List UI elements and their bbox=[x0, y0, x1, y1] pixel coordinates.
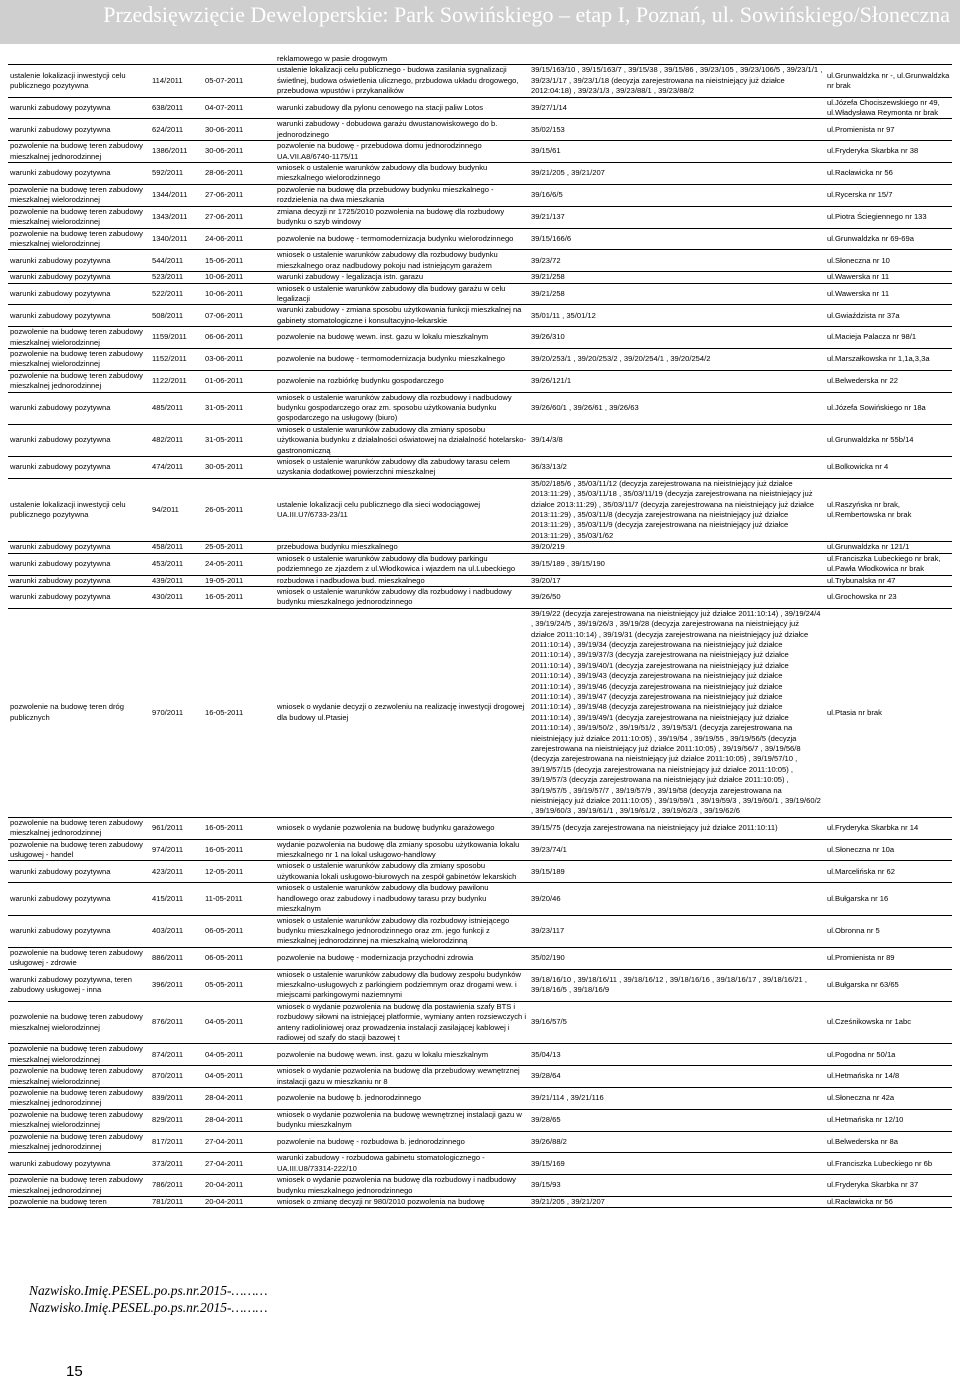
decision-type-cell: warunki zabudowy pozytywna bbox=[8, 1153, 150, 1175]
table-row bbox=[8, 283, 952, 305]
parcels-cell: 35/02/185/6 , 35/03/11/12 (decyzja zarejestrowana na nieistniejący już działce 2013:11:29) , 35/03/11/18 , 35/03/11/19 (decyzja zarejestrowana na nieistniejący już działce 2013:11:29) , 35/03/11/7 (decyzja zarejestrowana na nieistniejący już działce 2013:11:29) , 35/03/11/8 (decyzja zarejestrowana na nieistniejący już działce 2013:11:29) , 35/03/11/9 (decyzja zarejestrowana na nieistniejący już działce 2013:11:29) , 35/03/1/62 bbox=[529, 478, 825, 541]
parcels-cell: 39/15/189 bbox=[529, 861, 825, 883]
decision-number-cell: 439/2011 bbox=[150, 575, 203, 586]
decision-date-cell: 20-04-2011 bbox=[203, 1197, 275, 1208]
table-row bbox=[8, 1044, 952, 1066]
parcels-cell: 39/21/137 bbox=[529, 206, 825, 228]
address-cell: ul.Bolkowicka nr 4 bbox=[825, 457, 952, 479]
decision-type-cell: warunki zabudowy pozytywna bbox=[8, 392, 150, 424]
table-row bbox=[8, 206, 952, 228]
decision-type-cell: pozwolenie na budowę teren zabudowy usługowej - handel bbox=[8, 839, 150, 861]
address-cell: ul.Ptasia nr brak bbox=[825, 608, 952, 817]
table-row bbox=[8, 608, 952, 817]
address-cell: ul.Cześnikowska nr 1abc bbox=[825, 1001, 952, 1044]
table-row bbox=[8, 1109, 952, 1131]
address-cell: ul.Obronna nr 5 bbox=[825, 915, 952, 947]
decision-date-cell: 05-07-2011 bbox=[203, 65, 275, 97]
decision-number-cell bbox=[150, 54, 203, 65]
parcels-cell: 39/19/22 (decyzja zarejestrowana na nieistniejący już działce 2011:10:14) , 39/19/24/4 , 39/19/24/5 , 39/19/26/3 , 39/19/28 (decyzja zarejestrowana na nieistniejący już działce 2011:10:14) , 39/19/31 (decyzja zarejestrowana na nieistniejący już działce 2011:10:14) , 39/19/34 (decyzja zarejestrowana na nieistniejący już działce 2011:10:14) , 39/19/37/3 (decyzja zarejestrowana na nieistniejący już działce 2011:10:14) , 39/19/40/1 (decyzja zarejestrowana na nieistniejący już działce 2011:10:14) , 39/19/43 (decyzja zarejestrowana na nieistniejący już działce 2011:10:14) , 39/19/46 (decyzja zarejestrowana na nieistniejący już działce 2011:10:14) , 39/19/47 (decyzja zarejestrowana na nieistniejący już działce 2011:10:14) , 39/19/48 (decyzja zarejestrowana na nieistniejący już działce 2011:10:14) , 39/19/49/1 (decyzja zarejestrowana na nieistniejący już działce 2011:10:14) , 39/19/50/2 , 39/19/51/2 , 39/19/53/1 (decyzja zarejestrowana na nieistniejący już działce 2011:10:05) , 39/19/54 , 39/19/55 , 39/19/56/5 (decyzja zarejestrowana na nieistniejący już działce 2011:10:05) , 39/19/56/7 , 39/19/56/8 (decyzja zarejestrowana na nieistniejący już działce 2011:10:05) , 39/19/57/10 , 39/19/57/15 (decyzja zarejestrowana na nieistniejący już działce 2011:10:05) , 39/19/57/3 (decyzja zarejestrowana na nieistniejący już działce 2011:10:05) , 39/19/57/5 , 39/19/57/7 , 39/19/57/9 , 39/19/58 (decyzja zarejestrowana na nieistniejący już działce 2011:10:05) , 39/19/59/1 , 39/19/59/3 , 39/19/60/1 , 39/19/60/2 , 39/19/60/3 , 39/19/61/1 , 39/19/61/2 , 39/19/62/3 , 39/19/62/6 bbox=[529, 608, 825, 817]
table-row bbox=[8, 1175, 952, 1197]
parcels-cell: 35/02/153 bbox=[529, 119, 825, 141]
description-cell: pozwolenie na budowę - modernizacja przychodni zdrowia bbox=[275, 947, 529, 969]
decision-type-cell: pozwolenie na budowę teren zabudowy mieszkalnej wielorodzinnej bbox=[8, 206, 150, 228]
decision-date-cell: 16-05-2011 bbox=[203, 608, 275, 817]
decision-type-cell: warunki zabudowy pozytywna bbox=[8, 575, 150, 586]
decision-number-cell: 415/2011 bbox=[150, 883, 203, 915]
table-row bbox=[8, 1197, 952, 1208]
address-cell: ul.Marszałkowska nr 1,1a,3,3a bbox=[825, 348, 952, 370]
decisions-table bbox=[8, 54, 952, 1208]
table-row bbox=[8, 1001, 952, 1044]
description-cell: wniosek o wydanie pozwolenia na budowę dla rozbudowy i nadbudowy budynku mieszkalnego jednorodzinnego bbox=[275, 1175, 529, 1197]
description-cell: pozwolenie na budowę - termomodernizacja budynku mieszkalnego bbox=[275, 348, 529, 370]
description-cell: wniosek o ustalenie warunków zabudowy dla budowy pawilonu handlowego oraz zabudowy i nadbudowy tarasu przy budynku mieszkalnym bbox=[275, 883, 529, 915]
decision-type-cell: warunki zabudowy pozytywna bbox=[8, 542, 150, 553]
description-cell: pozwolenie na budowę wewn. inst. gazu w lokalu mieszkalnym bbox=[275, 327, 529, 349]
table-row bbox=[8, 370, 952, 392]
description-cell: wniosek o wydanie decyzji o zezwoleniu na realizację inwestycji drogowej dla budowy ul.Ptasiej bbox=[275, 608, 529, 817]
decision-type-cell: pozwolenie na budowę teren zabudowy mieszkalnej wielorodzinnej bbox=[8, 1109, 150, 1131]
table-row bbox=[8, 272, 952, 283]
address-cell: ul.Słoneczna nr 10a bbox=[825, 839, 952, 861]
table-row bbox=[8, 184, 952, 206]
table-row bbox=[8, 424, 952, 456]
decision-number-cell: 1344/2011 bbox=[150, 184, 203, 206]
decision-date-cell: 04-05-2011 bbox=[203, 1044, 275, 1066]
address-cell: ul.Grochowska nr 23 bbox=[825, 586, 952, 608]
parcels-cell: 39/18/16/10 , 39/18/16/11 , 39/18/16/12 , 39/18/16/16 , 39/18/16/17 , 39/18/16/21 , 39/18/16/5 , 39/18/16/9 bbox=[529, 969, 825, 1001]
decision-number-cell: 1340/2011 bbox=[150, 228, 203, 250]
description-cell: pozwolenie na budowę wewn. inst. gazu w lokalu mieszkalnym bbox=[275, 1044, 529, 1066]
decision-type-cell: pozwolenie na budowę teren bbox=[8, 1197, 150, 1208]
address-cell: ul.Belwederska nr 8a bbox=[825, 1131, 952, 1153]
parcels-cell: 39/26/60/1 , 39/26/61 , 39/26/63 bbox=[529, 392, 825, 424]
decision-type-cell: warunki zabudowy pozytywna bbox=[8, 250, 150, 272]
decision-number-cell: 453/2011 bbox=[150, 553, 203, 575]
parcels-cell: 39/20/17 bbox=[529, 575, 825, 586]
decision-date-cell: 10-06-2011 bbox=[203, 272, 275, 283]
table-row bbox=[8, 392, 952, 424]
parcels-cell: 39/14/3/8 bbox=[529, 424, 825, 456]
description-cell: warunki zabudowy - dobudowa garażu dwustanowiskowego do b. jednorodzinego bbox=[275, 119, 529, 141]
decision-type-cell: pozwolenie na budowę teren zabudowy mieszkalnej wielorodzinnej bbox=[8, 1044, 150, 1066]
address-cell: ul.Piotra Ściegiennego nr 133 bbox=[825, 206, 952, 228]
decision-date-cell: 16-05-2011 bbox=[203, 839, 275, 861]
decision-number-cell: 1159/2011 bbox=[150, 327, 203, 349]
parcels-cell: 39/27/1/14 bbox=[529, 97, 825, 119]
parcels-cell: 39/21/258 bbox=[529, 272, 825, 283]
parcels-cell: 35/01/11 , 35/01/12 bbox=[529, 305, 825, 327]
address-cell: ul.Racławicka nr 56 bbox=[825, 163, 952, 185]
decision-number-cell: 474/2011 bbox=[150, 457, 203, 479]
decision-number-cell: 870/2011 bbox=[150, 1066, 203, 1088]
decision-number-cell: 523/2011 bbox=[150, 272, 203, 283]
description-cell: wniosek o ustalenie warunków zabudowy dla rozbudowy istniejącego budynku mieszkalnego jednorodzinnego oraz zm. jego funkcji z mieszkalnej jednorodzinnej na mieszkalną wielorodzinną bbox=[275, 915, 529, 947]
description-cell: ustalenie lokalizacji celu publicznego dla sieci wodociągowej UA.III.U7/6733-23/11 bbox=[275, 478, 529, 541]
decision-type-cell: warunki zabudowy pozytywna bbox=[8, 586, 150, 608]
decision-number-cell: 624/2011 bbox=[150, 119, 203, 141]
table-row bbox=[8, 250, 952, 272]
decision-number-cell: 886/2011 bbox=[150, 947, 203, 969]
decision-date-cell: 30-06-2011 bbox=[203, 141, 275, 163]
decision-number-cell: 423/2011 bbox=[150, 861, 203, 883]
address-cell: ul.Grunwaldzka nr 55b/14 bbox=[825, 424, 952, 456]
address-cell: ul.Wawerska nr 11 bbox=[825, 272, 952, 283]
table-row bbox=[8, 861, 952, 883]
table-row bbox=[8, 54, 952, 65]
parcels-cell: 35/04/13 bbox=[529, 1044, 825, 1066]
address-cell: ul.Wawerska nr 11 bbox=[825, 283, 952, 305]
decision-date-cell: 27-04-2011 bbox=[203, 1153, 275, 1175]
address-cell: ul.Bułgarska nr 16 bbox=[825, 883, 952, 915]
decision-type-cell: pozwolenie na budowę teren zabudowy usługowej - zdrowie bbox=[8, 947, 150, 969]
signature-line: Nazwisko.Imię.PESEL.po.ps.nr.2015-……… bbox=[29, 1300, 268, 1315]
decision-number-cell: 829/2011 bbox=[150, 1109, 203, 1131]
description-cell: wydanie pozwolenia na budowę dla zmiany sposobu użytkowania lokalu mieszkalnego nr 1 na lokal usługowo-handlowy bbox=[275, 839, 529, 861]
parcels-cell: 39/28/64 bbox=[529, 1066, 825, 1088]
decision-type-cell: pozwolenie na budowę teren zabudowy mieszkalnej jednorodzinnej bbox=[8, 1131, 150, 1153]
description-cell: warunki zabudowy - rozbudowa gabinetu stomatologicznego - UA.III.U8/73314-222/10 bbox=[275, 1153, 529, 1175]
parcels-cell: 39/15/189 , 39/15/190 bbox=[529, 553, 825, 575]
description-cell: ustalenie lokalizacji celu publicznego - budowa zasilania sygnalizacji świetlnej, budowa oświetlenia ulicznego, przbudowa układu drogowego, przebudowa wpustów i przykanalików bbox=[275, 65, 529, 97]
parcels-cell: 39/21/205 , 39/21/207 bbox=[529, 1197, 825, 1208]
description-cell: wniosek o ustalenie warunków zabudowy dla rozbudowy budynku mieszkalnego oraz nadbudowy pokoju nad istniejącym garażem bbox=[275, 250, 529, 272]
address-cell: ul.Grunwaldzka nr -, ul.Grunwaldzka nr brak bbox=[825, 65, 952, 97]
description-cell: zmiana decyzji nr 1725/2010 pozwolenia na budowę dla rozbudowy budynku o szyb windowy bbox=[275, 206, 529, 228]
decision-date-cell: 30-05-2011 bbox=[203, 457, 275, 479]
address-cell: ul.Racławicka nr 56 bbox=[825, 1197, 952, 1208]
parcels-cell: 39/26/50 bbox=[529, 586, 825, 608]
description-cell: wniosek o ustalenie warunków zabudowy dla budowy parkingu podziemnego ze zjazdem z ul.Włodkowica i wjazdem na ul.Lubeckiego bbox=[275, 553, 529, 575]
parcels-cell: 39/26/88/2 bbox=[529, 1131, 825, 1153]
decision-type-cell: warunki zabudowy pozytywna bbox=[8, 97, 150, 119]
decision-type-cell: pozwolenie na budowę teren zabudowy mieszkalnej wielorodzinnej bbox=[8, 1001, 150, 1044]
decision-type-cell: pozwolenie na budowę teren zabudowy mieszkalnej jednorodzinnej bbox=[8, 370, 150, 392]
parcels-cell: 39/21/114 , 39/21/116 bbox=[529, 1088, 825, 1110]
decision-type-cell: pozwolenie na budowę teren dróg publicznych bbox=[8, 608, 150, 817]
decision-type-cell: warunki zabudowy pozytywna bbox=[8, 119, 150, 141]
description-cell: warunki zabudowy - zmiana sposobu użytkowania funkcji mieszkalnej na gabinety stomatologiczne i konsultacyjno-lekarskie bbox=[275, 305, 529, 327]
decision-type-cell bbox=[8, 54, 150, 65]
decision-date-cell: 11-05-2011 bbox=[203, 883, 275, 915]
parcels-cell: 36/33/13/2 bbox=[529, 457, 825, 479]
decision-date-cell: 25-05-2011 bbox=[203, 542, 275, 553]
description-cell: wniosek o ustalenie warunków zabudowy dla rozbudowy i nadbudowy budynku gospodarczego oraz zm. sposobu użytkowania budynku gospodarczego na usługowy (biuro) bbox=[275, 392, 529, 424]
decision-number-cell: 508/2011 bbox=[150, 305, 203, 327]
parcels-cell: 39/15/75 (decyzja zarejestrowana na nieistniejący już działce 2011:10:11) bbox=[529, 817, 825, 839]
decision-date-cell: 27-06-2011 bbox=[203, 206, 275, 228]
decision-number-cell: 638/2011 bbox=[150, 97, 203, 119]
decision-date-cell: 28-04-2011 bbox=[203, 1088, 275, 1110]
address-cell: ul.Słoneczna nr 42a bbox=[825, 1088, 952, 1110]
decision-date-cell: 05-05-2011 bbox=[203, 969, 275, 1001]
address-cell: ul.Fryderyka Skarbka nr 38 bbox=[825, 141, 952, 163]
decision-date-cell: 31-05-2011 bbox=[203, 424, 275, 456]
decision-number-cell: 817/2011 bbox=[150, 1131, 203, 1153]
decision-number-cell: 522/2011 bbox=[150, 283, 203, 305]
parcels-cell: 35/02/190 bbox=[529, 947, 825, 969]
table-row bbox=[8, 553, 952, 575]
decision-number-cell: 114/2011 bbox=[150, 65, 203, 97]
description-cell: wniosek o ustalenie warunków zabudowy dla zmiany sposobu użytkowania lokali usługowo-biurowych na zespół gabinetów lekarskich bbox=[275, 861, 529, 883]
decision-date-cell: 26-05-2011 bbox=[203, 478, 275, 541]
description-cell: pozwolenie na budowę b. jednorodzinnego bbox=[275, 1088, 529, 1110]
decision-number-cell: 781/2011 bbox=[150, 1197, 203, 1208]
table-row bbox=[8, 575, 952, 586]
description-cell: warunki zabudowy dla pylonu cenowego na stacji paliw Lotos bbox=[275, 97, 529, 119]
address-cell: ul.Bułgarska nr 63/65 bbox=[825, 969, 952, 1001]
page-title: Przedsięwzięcie Deweloperskie: Park Sowińskiego – etap I, Poznań, ul. Sowińskiego/Słoneczna bbox=[103, 2, 950, 27]
description-cell: wniosek o wydanie pozwolenia na budowę dla przebudowy wewnętrznej instalacji gazu w mieszkaniu nr 8 bbox=[275, 1066, 529, 1088]
address-cell: ul.Józefa Sowińskiego nr 18a bbox=[825, 392, 952, 424]
decision-type-cell: ustalenie lokalizacji inwestycji celu publicznego pozytywna bbox=[8, 65, 150, 97]
decision-date-cell: 27-06-2011 bbox=[203, 184, 275, 206]
address-cell: ul.Raszyńska nr brak, ul.Rembertowska nr brak bbox=[825, 478, 952, 541]
decision-type-cell: pozwolenie na budowę teren zabudowy mieszkalnej jednorodzinnej bbox=[8, 1175, 150, 1197]
description-cell: wniosek o ustalenie warunków zabudowy dla budowy budynku mieszkalnego wielorodzinnego bbox=[275, 163, 529, 185]
decision-type-cell: pozwolenie na budowę teren zabudowy mieszkalnej wielorodzinnej bbox=[8, 327, 150, 349]
description-cell: pozwolenie na budowę - rozbudowa b. jednorodzinnego bbox=[275, 1131, 529, 1153]
description-cell: wniosek o wydanie pozwolenia na budowę dla postawienia szafy BTS i rozbudowy siłowni na istniejącej platformie, wymiany anten rozsiewczych i anteny radioliniowej oraz prowadzenia instalacji zasilającej kablowej i radiowej od szafy do stacji bazowej t bbox=[275, 1001, 529, 1044]
decision-number-cell: 874/2011 bbox=[150, 1044, 203, 1066]
decision-date-cell: 03-06-2011 bbox=[203, 348, 275, 370]
address-cell: ul.Belwederska nr 22 bbox=[825, 370, 952, 392]
address-cell: ul.Fryderyka Skarbka nr 37 bbox=[825, 1175, 952, 1197]
address-cell: ul.Franciszka Lubeckiego nr 6b bbox=[825, 1153, 952, 1175]
decision-number-cell: 485/2011 bbox=[150, 392, 203, 424]
decision-number-cell: 970/2011 bbox=[150, 608, 203, 817]
address-cell bbox=[825, 54, 952, 65]
address-cell: ul.Słoneczna nr 10 bbox=[825, 250, 952, 272]
decision-number-cell: 961/2011 bbox=[150, 817, 203, 839]
decision-date-cell: 06-05-2011 bbox=[203, 947, 275, 969]
decision-number-cell: 458/2011 bbox=[150, 542, 203, 553]
parcels-cell: 39/15/166/6 bbox=[529, 228, 825, 250]
decision-date-cell: 04-05-2011 bbox=[203, 1066, 275, 1088]
address-cell: ul.Gwiaździsta nr 37a bbox=[825, 305, 952, 327]
address-cell: ul.Trybunalska nr 47 bbox=[825, 575, 952, 586]
parcels-cell: 39/15/61 bbox=[529, 141, 825, 163]
table-row bbox=[8, 305, 952, 327]
address-cell: ul.Grunwaldzka nr 69-69a bbox=[825, 228, 952, 250]
decision-number-cell: 876/2011 bbox=[150, 1001, 203, 1044]
decision-number-cell: 544/2011 bbox=[150, 250, 203, 272]
description-cell: wniosek o ustalenie warunków zabudowy dla zmiany sposobu użytkowania budynku z działalności oświatowej na działalność hotelarsko-gastronomiczną bbox=[275, 424, 529, 456]
decision-type-cell: pozwolenie na budowę teren zabudowy mieszkalnej jednorodzinnej bbox=[8, 1088, 150, 1110]
decision-type-cell: warunki zabudowy pozytywna bbox=[8, 861, 150, 883]
description-cell: pozwolenie na budowę dla przebudowy budynku mieszkalnego - rozdzielenia na dwa mieszkania bbox=[275, 184, 529, 206]
decision-type-cell: pozwolenie na budowę teren zabudowy mieszkalnej jednorodzinnej bbox=[8, 141, 150, 163]
parcels-cell: 39/26/310 bbox=[529, 327, 825, 349]
decision-number-cell: 94/2011 bbox=[150, 478, 203, 541]
table-row bbox=[8, 1131, 952, 1153]
parcels-cell: 39/20/253/1 , 39/20/253/2 , 39/20/254/1 , 39/20/254/2 bbox=[529, 348, 825, 370]
decision-date-cell: 12-05-2011 bbox=[203, 861, 275, 883]
decision-date-cell: 06-05-2011 bbox=[203, 915, 275, 947]
address-cell: ul.Macieja Palacza nr 98/1 bbox=[825, 327, 952, 349]
decision-number-cell: 373/2011 bbox=[150, 1153, 203, 1175]
decision-date-cell: 15-06-2011 bbox=[203, 250, 275, 272]
description-cell: wniosek o ustalenie warunków zabudowy dla budowy garażu w celu legalizacji bbox=[275, 283, 529, 305]
decision-number-cell: 430/2011 bbox=[150, 586, 203, 608]
decision-type-cell: ustalenie lokalizacji inwestycji celu publicznego pozytywna bbox=[8, 478, 150, 541]
parcels-cell: 39/15/163/10 , 39/15/163/7 , 39/15/38 , 39/15/86 , 39/23/105 , 39/23/106/5 , 39/23/1/1 , 39/23/1/17 , 39/23/1/18 (decyzja zarejestrowana na nieistniejący już działce 2012:04:18) , 39/23/1/3 , 39/23/88/1 , 39/23/88/2 bbox=[529, 65, 825, 97]
description-cell: wniosek o ustalenie warunków zabudowy dla rozbudowy i nadbudowy budynku mieszkalnego jednorodzinnego bbox=[275, 586, 529, 608]
table-row bbox=[8, 915, 952, 947]
decision-number-cell: 974/2011 bbox=[150, 839, 203, 861]
table-row bbox=[8, 1153, 952, 1175]
decision-type-cell: warunki zabudowy pozytywna bbox=[8, 915, 150, 947]
decision-date-cell bbox=[203, 54, 275, 65]
decision-date-cell: 20-04-2011 bbox=[203, 1175, 275, 1197]
table-row bbox=[8, 163, 952, 185]
decision-date-cell: 07-06-2011 bbox=[203, 305, 275, 327]
decision-type-cell: pozwolenie na budowę teren zabudowy mieszkalnej wielorodzinnej bbox=[8, 228, 150, 250]
signature-line: Nazwisko.Imię.PESEL.po.ps.nr.2015-……… bbox=[29, 1283, 268, 1298]
description-cell: rozbudowa i nadbudowa bud. mieszkalnego bbox=[275, 575, 529, 586]
table-row bbox=[8, 478, 952, 541]
decision-date-cell: 31-05-2011 bbox=[203, 392, 275, 424]
table-row bbox=[8, 969, 952, 1001]
parcels-cell: 39/20/219 bbox=[529, 542, 825, 553]
table-row bbox=[8, 883, 952, 915]
decision-type-cell: warunki zabudowy pozytywna bbox=[8, 272, 150, 283]
decision-date-cell: 24-05-2011 bbox=[203, 553, 275, 575]
decision-type-cell: warunki zabudowy pozytywna bbox=[8, 457, 150, 479]
decision-number-cell: 1386/2011 bbox=[150, 141, 203, 163]
decision-date-cell: 16-05-2011 bbox=[203, 817, 275, 839]
table-row bbox=[8, 1088, 952, 1110]
decision-date-cell: 04-05-2011 bbox=[203, 1001, 275, 1044]
address-cell: ul.Promienista nr 97 bbox=[825, 119, 952, 141]
address-cell: ul.Franciszka Lubeckiego nr brak, ul.Pawła Włodkowica nr brak bbox=[825, 553, 952, 575]
table-row bbox=[8, 817, 952, 839]
address-cell: ul.Rycerska nr 15/7 bbox=[825, 184, 952, 206]
address-cell: ul.Grunwaldzka nr 121/1 bbox=[825, 542, 952, 553]
parcels-cell: 39/16/6/5 bbox=[529, 184, 825, 206]
description-cell: pozwolenie na budowę - przebudowa domu jednorodzinnego UA.VII.A8/6740-1175/11 bbox=[275, 141, 529, 163]
decision-type-cell: warunki zabudowy pozytywna bbox=[8, 424, 150, 456]
decision-type-cell: pozwolenie na budowę teren zabudowy mieszkalnej wielorodzinnej bbox=[8, 348, 150, 370]
table-row bbox=[8, 1066, 952, 1088]
decision-date-cell: 06-06-2011 bbox=[203, 327, 275, 349]
decision-number-cell: 482/2011 bbox=[150, 424, 203, 456]
description-cell: pozwolenie na rozbiórkę budynku gospodarczego bbox=[275, 370, 529, 392]
decision-number-cell: 839/2011 bbox=[150, 1088, 203, 1110]
decision-type-cell: warunki zabudowy pozytywna bbox=[8, 283, 150, 305]
decision-number-cell: 403/2011 bbox=[150, 915, 203, 947]
description-cell: wniosek o wydanie pozwolenia na budowę wewnętrznej instalacji gazu w budynku mieszkalnym bbox=[275, 1109, 529, 1131]
address-cell: ul.Józefa Chociszewskiego nr 49, ul.Władysława Reymonta nr brak bbox=[825, 97, 952, 119]
decision-type-cell: warunki zabudowy pozytywna bbox=[8, 305, 150, 327]
decision-number-cell: 592/2011 bbox=[150, 163, 203, 185]
table-row bbox=[8, 839, 952, 861]
table-row bbox=[8, 228, 952, 250]
decision-type-cell: warunki zabudowy pozytywna bbox=[8, 163, 150, 185]
parcels-cell: 39/23/117 bbox=[529, 915, 825, 947]
table-row bbox=[8, 457, 952, 479]
decision-date-cell: 28-04-2011 bbox=[203, 1109, 275, 1131]
decision-type-cell: pozwolenie na budowę teren zabudowy mieszkalnej jednorodzinnej bbox=[8, 817, 150, 839]
table-row bbox=[8, 586, 952, 608]
address-cell: ul.Marcelińska nr 62 bbox=[825, 861, 952, 883]
decision-date-cell: 24-06-2011 bbox=[203, 228, 275, 250]
decision-type-cell: pozwolenie na budowę teren zabudowy mieszkalnej wielorodzinnej bbox=[8, 184, 150, 206]
description-cell: wniosek o ustalenie warunków zabudowy dla zabudowy tarasu celem uzyskania dodatkowej powierzchni mieszkalnej bbox=[275, 457, 529, 479]
table-row bbox=[8, 947, 952, 969]
parcels-cell: 39/23/72 bbox=[529, 250, 825, 272]
table-row bbox=[8, 542, 952, 553]
description-cell: wniosek o ustalenie warunków zabudowy dla budowy zespołu budynków mieszkalno-usługowych z parkingiem podziemnym oraz drogami wew. i miejscami parkingowymi naziemnymi bbox=[275, 969, 529, 1001]
decision-type-cell: warunki zabudowy pozytywna, teren zabudowy usługowej - inna bbox=[8, 969, 150, 1001]
table-row bbox=[8, 348, 952, 370]
address-cell: ul.Promienista nr 89 bbox=[825, 947, 952, 969]
parcels-cell: 39/16/57/5 bbox=[529, 1001, 825, 1044]
page-header-band bbox=[0, 0, 960, 44]
address-cell: ul.Fryderyka Skarbka nr 14 bbox=[825, 817, 952, 839]
decision-number-cell: 1343/2011 bbox=[150, 206, 203, 228]
decision-date-cell: 30-06-2011 bbox=[203, 119, 275, 141]
decision-date-cell: 04-07-2011 bbox=[203, 97, 275, 119]
description-cell: przebudowa budynku mieszkalnego bbox=[275, 542, 529, 553]
decision-number-cell: 1152/2011 bbox=[150, 348, 203, 370]
parcels-cell: 39/15/169 bbox=[529, 1153, 825, 1175]
parcels-cell: 39/21/258 bbox=[529, 283, 825, 305]
decision-date-cell: 10-06-2011 bbox=[203, 283, 275, 305]
decision-number-cell: 1122/2011 bbox=[150, 370, 203, 392]
parcels-cell: 39/20/46 bbox=[529, 883, 825, 915]
description-cell: reklamowego w pasie drogowym bbox=[275, 54, 529, 65]
decision-number-cell: 786/2011 bbox=[150, 1175, 203, 1197]
page-number: 15 bbox=[66, 1363, 83, 1380]
description-cell: wniosek o wydanie pozwolenia na budowę budynku garażowego bbox=[275, 817, 529, 839]
parcels-cell: 39/21/205 , 39/21/207 bbox=[529, 163, 825, 185]
parcels-cell: 39/23/74/1 bbox=[529, 839, 825, 861]
table-row bbox=[8, 97, 952, 119]
table-row bbox=[8, 327, 952, 349]
decision-type-cell: pozwolenie na budowę teren zabudowy mieszkalnej wielorodzinnej bbox=[8, 1066, 150, 1088]
table-row bbox=[8, 65, 952, 97]
parcels-cell: 39/28/65 bbox=[529, 1109, 825, 1131]
parcels-cell bbox=[529, 54, 825, 65]
table-row bbox=[8, 119, 952, 141]
decision-date-cell: 16-05-2011 bbox=[203, 586, 275, 608]
decision-date-cell: 19-05-2011 bbox=[203, 575, 275, 586]
decision-date-cell: 01-06-2011 bbox=[203, 370, 275, 392]
table-row bbox=[8, 141, 952, 163]
decision-date-cell: 28-06-2011 bbox=[203, 163, 275, 185]
address-cell: ul.Hetmańska nr 14/8 bbox=[825, 1066, 952, 1088]
description-cell: pozwolenie na budowę - termomodernizacja budynku wielorodzinnego bbox=[275, 228, 529, 250]
parcels-cell: 39/26/121/1 bbox=[529, 370, 825, 392]
description-cell: warunki zabudowy - legalizacja istn. garazu bbox=[275, 272, 529, 283]
address-cell: ul.Pogodna nr 50/1a bbox=[825, 1044, 952, 1066]
decision-number-cell: 396/2011 bbox=[150, 969, 203, 1001]
decision-type-cell: warunki zabudowy pozytywna bbox=[8, 883, 150, 915]
decision-type-cell: warunki zabudowy pozytywna bbox=[8, 553, 150, 575]
description-cell: wniosek o zmianę decyzji nr 980/2010 pozwolenia na budowę bbox=[275, 1197, 529, 1208]
decision-date-cell: 27-04-2011 bbox=[203, 1131, 275, 1153]
address-cell: ul.Hetmańska nr 12/10 bbox=[825, 1109, 952, 1131]
parcels-cell: 39/15/93 bbox=[529, 1175, 825, 1197]
